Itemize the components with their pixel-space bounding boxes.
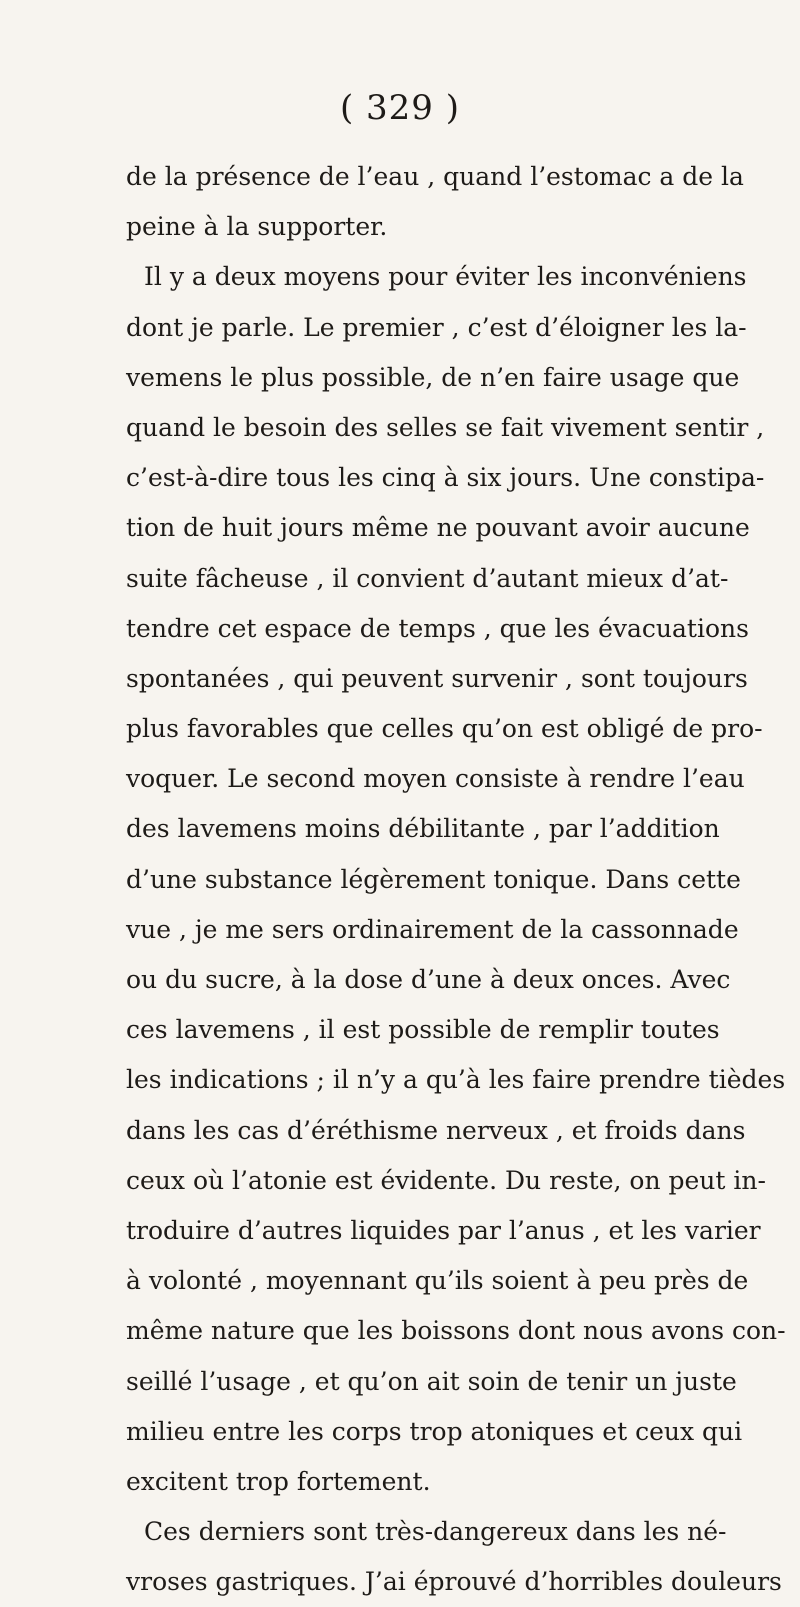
text-line: d’une substance légèrement tonique. Dans cette — [126, 864, 741, 894]
text-line: c’est-à-dire tous les cinq à six jours. Une constipa- — [126, 463, 765, 493]
text-line: excitent trop fortement. — [126, 1466, 431, 1496]
body-text — [126, 152, 786, 1607]
text-line: vemens le plus possible, de n’en faire usage que — [126, 362, 740, 392]
text-line: voquer. Le second moyen consiste à rendre l’eau — [126, 764, 745, 794]
text-line: plus favorables que celles qu’on est obligé de pro- — [126, 714, 763, 744]
text-line: seillé l’usage , et qu’on ait soin de tenir un juste — [126, 1366, 737, 1396]
text-line: des lavemens moins débilitante , par l’addition — [126, 814, 720, 844]
text-line: Il y a deux moyens pour éviter les inconvéniens — [144, 262, 747, 292]
text-line: dans les cas d’éréthisme nerveux , et froids dans — [126, 1115, 746, 1145]
page-number: ( 329 ) — [339, 88, 461, 128]
text-line: milieu entre les corps trop atoniques et ceux qui — [126, 1416, 743, 1446]
text-line: à volonté , moyennant qu’ils soient à peu près de — [126, 1266, 749, 1296]
text-line: vroses gastriques. J’ai éprouvé d’horribles douleurs — [126, 1567, 782, 1597]
text-line: de la présence de l’eau , quand l’estomac a de la — [126, 162, 744, 191]
text-line: même nature que les boissons dont nous avons con- — [126, 1316, 786, 1346]
text-line: peine à la supporter. — [126, 212, 388, 242]
text-line: dont je parle. Le premier , c’est d’éloigner les la- — [126, 312, 747, 342]
text-line: ces lavemens , il est possible de remplir toutes — [126, 1015, 720, 1045]
text-line: Ces derniers sont très-dangereux dans les né- — [144, 1517, 727, 1547]
text-line: tion de huit jours même ne pouvant avoir aucune — [126, 513, 750, 543]
text-line: troduire d’autres liquides par l’anus , et les varier — [126, 1215, 761, 1245]
text-line: suite fâcheuse , il convient d’autant mieux d’at- — [126, 563, 729, 593]
text-line: quand le besoin des selles se fait vivement sentir , — [126, 412, 765, 442]
text-line: les indications ; il n’y a qu’à les faire prendre tièdes — [126, 1065, 786, 1095]
text-line: ou du sucre, à la dose d’une à deux onces. Avec — [126, 965, 731, 994]
text-line: vue , je me sers ordinairement de la cassonnade — [126, 914, 739, 944]
text-line: spontanées , qui peuvent survenir , sont toujours — [126, 663, 748, 693]
text-line: ceux où l’atonie est évidente. Du reste, on peut in- — [126, 1165, 766, 1195]
text-line: tendre cet espace de temps , que les évacuations — [126, 613, 749, 643]
